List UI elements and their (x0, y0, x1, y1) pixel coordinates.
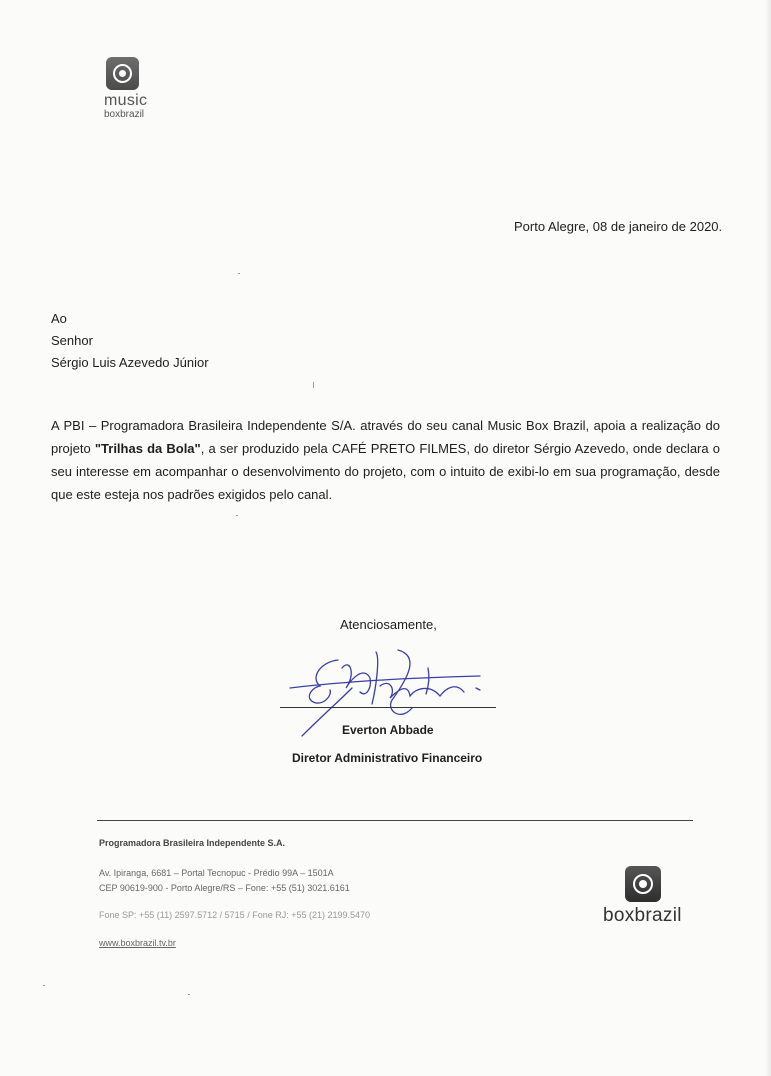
recipient-line-2: Senhor (51, 333, 93, 348)
closing: Atenciosamente, (340, 617, 437, 632)
page-edge (765, 0, 771, 1076)
record-icon (625, 866, 661, 902)
music-box-brazil-logo (104, 57, 164, 120)
footer-address-line-1: Av. Ipiranga, 6681 – Portal Tecnopuc - Prédio 99A – 1501A (99, 868, 334, 878)
footer-website-link[interactable]: www.boxbrazil.tv.br (99, 938, 176, 948)
signer-name: Everton Abbade (342, 723, 434, 737)
body-part-2: , a ser produzido pela CAFÉ PRETO FILMES, do diretor Sérgio Azevedo, onde declara o seu interesse em acompanhar o desenvolvimento do projeto, com o intuito de exibi-lo em sua programação, desde que este esteja nos padrões exigidos pelo canal. (51, 441, 720, 502)
body-part-1: A PBI – Programadora Brasileira Independente S/A. através do seu canal Music Box Brazil, apoia a realização do projeto (51, 418, 720, 456)
scan-speck (313, 382, 314, 388)
record-icon (106, 57, 139, 90)
scan-speck (238, 273, 240, 274)
signer-role: Diretor Administrativo Financeiro (292, 751, 483, 765)
letter-body (51, 414, 720, 506)
scan-speck (236, 515, 238, 516)
letter-date: Porto Alegre, 08 de janeiro de 2020. (514, 219, 723, 234)
logo-music-text: music (104, 92, 148, 109)
recipient-line-1: Ao (51, 311, 67, 326)
logo-word: boxbrazil (603, 905, 682, 926)
recipient-block (51, 308, 209, 374)
scan-speck (188, 994, 190, 995)
recipient-name: Sérgio Luis Azevedo Júnior (51, 355, 209, 370)
footer-divider (97, 820, 693, 821)
footer-phones: Fone SP: +55 (11) 2597.5712 / 5715 / Fone RJ: +55 (21) 2199.5470 (99, 910, 371, 920)
signature-line (280, 707, 496, 708)
logo-brand-text: boxbrazil (104, 109, 145, 120)
footer-address (99, 866, 350, 896)
footer-address-line-2: CEP 90619-900 - Porto Alegre/RS – Fone: +55 (51) 3021.6161 (99, 883, 350, 893)
project-title: "Trilhas da Bola" (94, 441, 201, 456)
scan-speck (43, 985, 45, 986)
boxbrazil-logo (603, 866, 703, 927)
footer-company: Programadora Brasileira Independente S.A. (99, 838, 286, 848)
